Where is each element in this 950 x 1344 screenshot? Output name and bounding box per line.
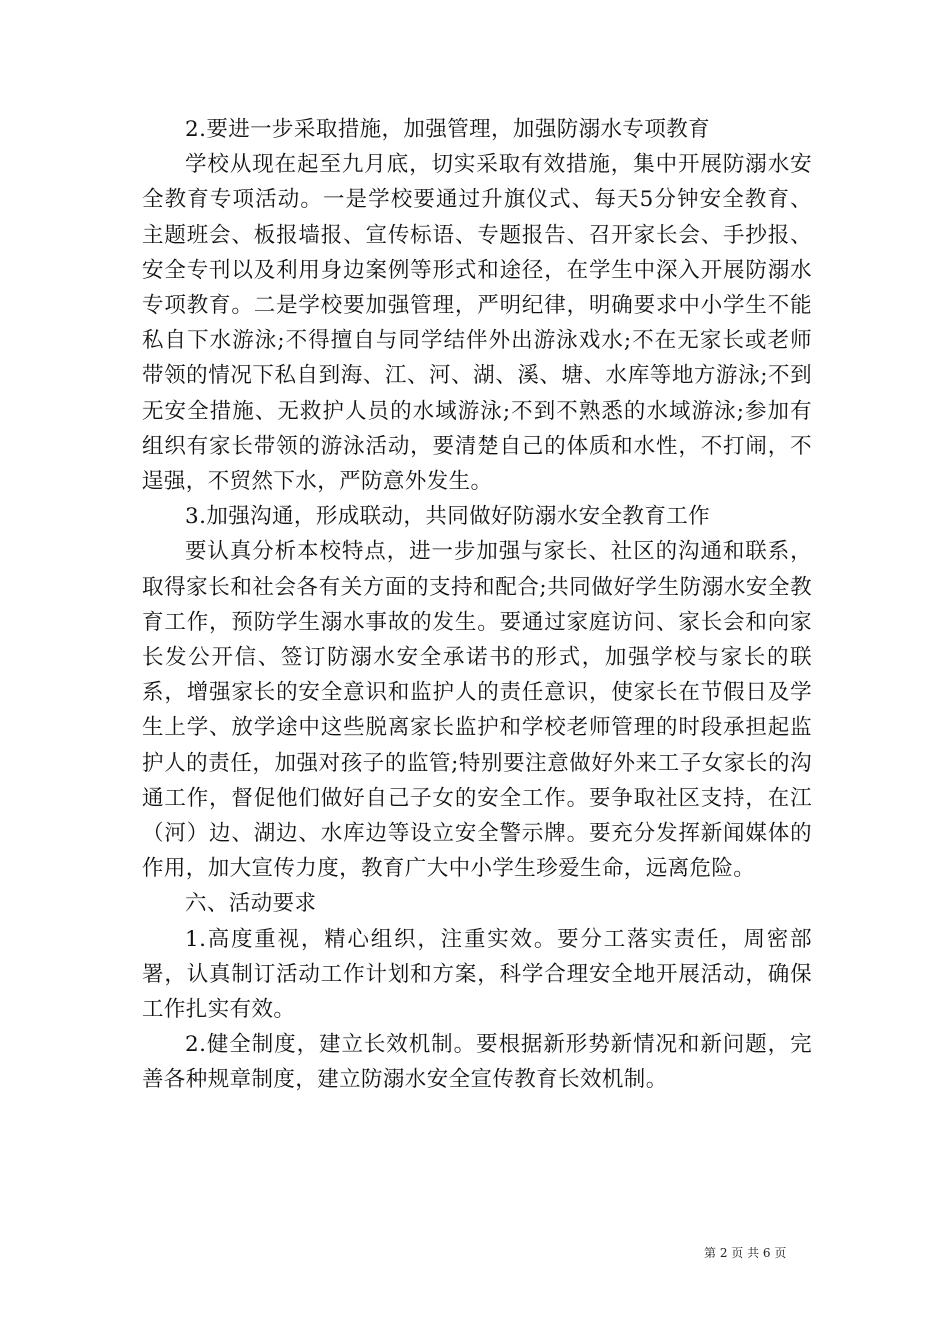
requirement-item-2: 2.健全制度，建立长效机制。要根据新形势新情况和新问题，完善各种规章制度，建立防溺水安全宣传教育长效机制。 (142, 1032, 812, 1093)
page-number: 第 2 页 共 6 页 (704, 1246, 787, 1260)
requirement-item-1: 1.高度重视，精心组织，注重实效。要分工落实责任，周密部署，认真制订活动工作计划和方案，科学合理安全地开展活动，确保工作扎实有效。 (142, 926, 812, 1023)
paragraph-communication: 要认真分析本校特点，进一步加强与家长、社区的沟通和联系，取得家长和社会各有关方面的支持和配合;共同做好学生防溺水安全教育工作，预防学生溺水事故的发生。要通过家庭访问、家长会和向家长发公开信、签订防溺水安全承诺书的形式，加强学校与家长的联系，增强家长的安全意识和监护人的责任意识，使家长在节假日及学生上学、放学途中这些脱离家长监护和学校老师管理的时段承担起监护人的责任，加强对孩子的监管;特别要注意做好外来工子女家长的沟通工作，督促他们做好自己子女的安全工作。要争取社区支持，在江（河）边、湖边、水库边等设立安全警示牌。要充分发挥新闻媒体的作用，加大宣传力度，教育广大中小学生珍爱生命，远离危险。 (142, 539, 812, 882)
heading-measure-3: 3.加强沟通，形成联动，共同做好防溺水安全教育工作 (185, 504, 711, 530)
paragraph-school-education: 学校从现在起至九月底，切实采取有效措施，集中开展防溺水安全教育专项活动。一是学校要通过升旗仪式、每天5分钟安全教育、主题班会、板报墙报、宣传标语、专题报告、召开家长会、手抄报、安全专刊以及利用身边案例等形式和途径，在学生中深入开展防溺水专项教育。二是学校要加强管理，严明纪律，明确要求中小学生不能私自下水游泳;不得擅自与同学结伴外出游泳戏水;不在无家长或老师带领的情况下私自到海、江、河、湖、溪、塘、水库等地方游泳;不到无安全措施、无救护人员的水域游泳;不到不熟悉的水域游泳;参加有组织有家长带领的游泳活动，要清楚自己的体质和水性，不打闹，不逞强，不贸然下水，严防意外发生。 (142, 152, 812, 495)
heading-measure-2: 2.要进一步采取措施，加强管理，加强防溺水专项教育 (185, 117, 711, 142)
document-body (142, 112, 812, 1098)
heading-activity-requirements: 六、活动要求 (185, 891, 317, 917)
